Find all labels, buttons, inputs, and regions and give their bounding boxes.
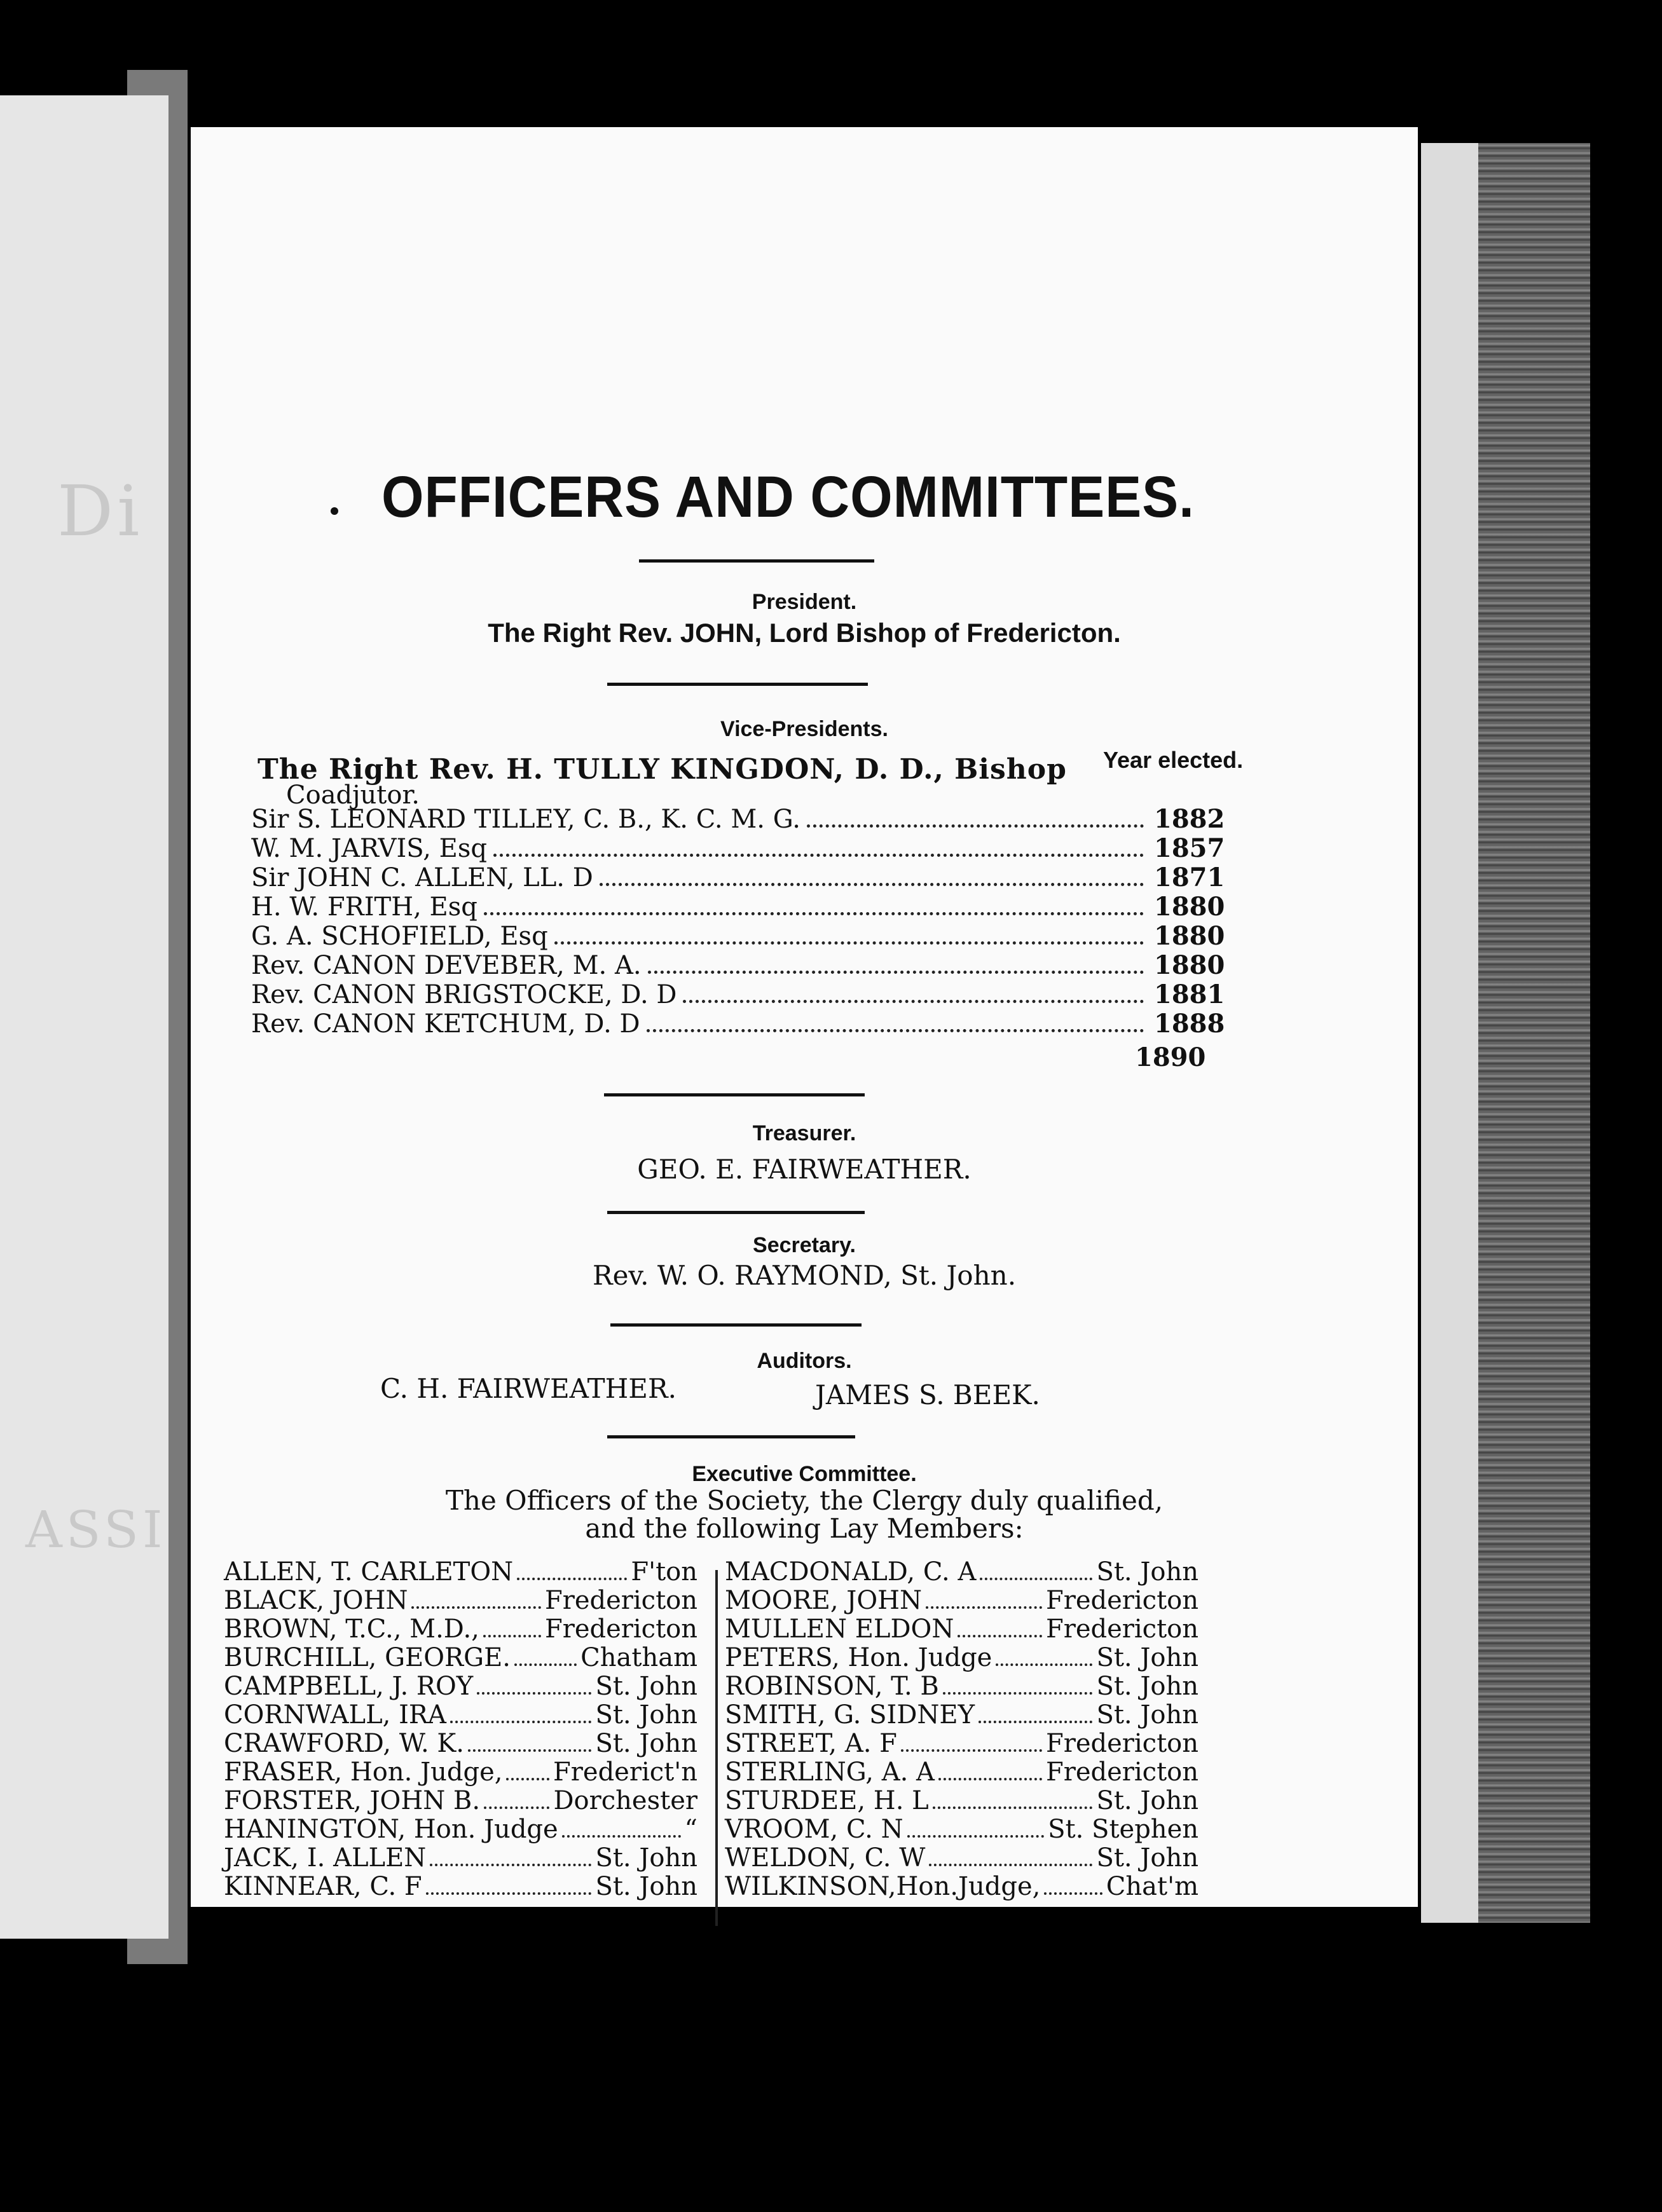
member-name: WELDON, C. W [725, 1843, 926, 1873]
member-name: MOORE, JOHN [725, 1586, 922, 1615]
leader-dots [468, 1749, 591, 1752]
member-row [725, 1872, 1198, 1900]
vice-president-first: The Right Rev. H. TULLY KINGDON, D. D., Bishop [258, 753, 1067, 786]
member-row [725, 1758, 1198, 1785]
leader-dots [483, 1635, 541, 1637]
vice-president-row [251, 1009, 1225, 1039]
member-place: St. John [1096, 1557, 1198, 1587]
leader-dots [426, 1892, 592, 1895]
vice-president-name: Rev. CANON KETCHUM, D. D [251, 1009, 640, 1039]
leader-dots [929, 1864, 1092, 1866]
member-name: FORSTER, JOHN B. [224, 1786, 481, 1815]
member-row [224, 1615, 697, 1642]
member-row [725, 1786, 1198, 1814]
vice-president-row [251, 892, 1225, 922]
member-place: St. John [1096, 1672, 1198, 1701]
member-place: Dorchester [553, 1786, 697, 1815]
member-row [725, 1557, 1198, 1585]
facing-page [0, 95, 168, 1939]
leader-dots [562, 1835, 681, 1838]
member-row [725, 1815, 1198, 1843]
member-row [224, 1557, 697, 1585]
member-place: St. John [595, 1672, 697, 1701]
leader-dots [996, 1663, 1092, 1666]
member-name: ROBINSON, T. B [725, 1672, 939, 1701]
member-name: MACDONALD, C. A [725, 1557, 977, 1587]
printer-mark [331, 507, 338, 515]
treasurer-heading: Treasurer. [752, 1121, 856, 1145]
leader-dots [450, 1721, 592, 1723]
member-place: Fredericton [1045, 1615, 1198, 1644]
divider-rule [607, 1211, 865, 1214]
leader-dots [484, 912, 1144, 915]
divider-rule [610, 1323, 862, 1327]
member-place: St. John [1096, 1643, 1198, 1672]
vice-president-row [251, 980, 1225, 1009]
member-name: CORNWALL, IRA [224, 1700, 446, 1730]
member-row [224, 1815, 697, 1843]
member-name: STERLING, A. A [725, 1758, 935, 1787]
leader-dots [958, 1635, 1042, 1637]
member-name: SMITH, G. SIDNEY [725, 1700, 975, 1730]
leader-dots [411, 1606, 540, 1609]
secretary-heading: Secretary. [753, 1233, 856, 1257]
member-name: BURCHILL, GEORGE. [224, 1643, 511, 1672]
bleed-through-text: ASSI [25, 1500, 167, 1559]
divider-rule [604, 1093, 865, 1096]
member-place: Fredericton [1045, 1586, 1198, 1615]
leader-dots [943, 1692, 1093, 1695]
member-row [725, 1700, 1198, 1728]
member-name: CAMPBELL, J. ROY [224, 1672, 474, 1701]
member-row [224, 1586, 697, 1614]
vice-president-name: W. M. JARVIS, Esq [251, 834, 487, 863]
leader-dots [430, 1864, 591, 1866]
vice-president-year-extra: 1890 [1135, 1042, 1206, 1072]
member-name: PETERS, Hon. Judge [725, 1643, 992, 1672]
leader-dots [980, 1578, 1092, 1580]
auditors-heading: Auditors. [757, 1349, 852, 1373]
secretary-name: Rev. W. O. RAYMOND, St. John. [592, 1260, 1017, 1291]
leader-dots [477, 1692, 591, 1695]
vice-president-row [251, 921, 1225, 951]
member-place: F'ton [631, 1557, 697, 1587]
member-place: St. John [1096, 1786, 1198, 1815]
member-place: St. Stephen [1048, 1815, 1198, 1844]
member-place: St. John [595, 1872, 697, 1901]
member-name: STURDEE, H. L [725, 1786, 929, 1815]
leader-dots [648, 971, 1144, 974]
vice-president-row [251, 950, 1225, 980]
vice-president-year: 1881 [1154, 980, 1225, 1009]
member-place: “ [684, 1815, 697, 1844]
leader-dots [907, 1835, 1045, 1838]
leader-dots [938, 1778, 1042, 1780]
auditor-name: JAMES S. BEEK. [815, 1379, 1040, 1410]
page-title: OFFICERS AND COMMITTEES. [381, 465, 1195, 529]
auditor-name: C. H. FAIRWEATHER. [380, 1373, 676, 1404]
vice-president-year: 1880 [1154, 950, 1225, 980]
member-row [224, 1643, 697, 1671]
member-place: St. John [595, 1843, 697, 1873]
member-name: HANINGTON, Hon. Judge [224, 1815, 558, 1844]
member-name: ALLEN, T. CARLETON [224, 1557, 514, 1587]
vice-president-row [251, 863, 1225, 892]
leader-dots [647, 1029, 1144, 1032]
member-row [224, 1672, 697, 1700]
member-row [725, 1615, 1198, 1642]
member-place: Chatham [580, 1643, 697, 1672]
vice-president-name: G. A. SCHOFIELD, Esq [251, 922, 548, 951]
leader-dots [807, 824, 1144, 828]
leader-dots [493, 854, 1144, 857]
member-name: MULLEN ELDON [725, 1615, 954, 1644]
executive-committee-intro: The Officers of the Society, the Clergy duly qualified, [445, 1485, 1164, 1516]
member-name: VROOM, C. N [725, 1815, 903, 1844]
member-row [725, 1586, 1198, 1614]
member-name: JACK, I. ALLEN [224, 1843, 427, 1873]
divider-rule [607, 683, 868, 686]
member-row [725, 1843, 1198, 1871]
vice-president-row [251, 833, 1225, 863]
divider-rule [639, 559, 874, 563]
member-place: Fredericton [1045, 1758, 1198, 1787]
leader-dots [979, 1721, 1092, 1723]
member-name: FRASER, Hon. Judge, [224, 1758, 503, 1787]
member-place: St. John [595, 1729, 697, 1758]
year-elected-label: Year elected. [1103, 747, 1244, 773]
vice-president-year: 1882 [1154, 804, 1225, 834]
member-place: Fredericton [544, 1615, 697, 1644]
member-row [224, 1843, 697, 1871]
leader-dots [933, 1806, 1093, 1809]
member-name: CRAWFORD, W. K. [224, 1729, 464, 1758]
page-edge [1421, 143, 1478, 1923]
member-name: BLACK, JOHN [224, 1586, 408, 1615]
leader-dots [554, 941, 1144, 945]
member-row [224, 1729, 697, 1757]
member-place: St. John [595, 1700, 697, 1730]
member-name: STREET, A. F [725, 1729, 897, 1758]
member-row [725, 1643, 1198, 1671]
member-place: St. John [1096, 1700, 1198, 1730]
leader-dots [517, 1578, 627, 1580]
leader-dots [683, 1000, 1144, 1003]
member-row [725, 1729, 1198, 1757]
leader-dots [926, 1606, 1042, 1609]
member-row [725, 1672, 1198, 1700]
member-place: St. John [1096, 1843, 1198, 1873]
bleed-through-text: Di [57, 470, 144, 552]
leader-dots [506, 1778, 549, 1780]
member-place: Chat'm [1106, 1872, 1198, 1901]
member-row [224, 1872, 697, 1900]
column-divider [715, 1570, 718, 1926]
vice-president-row [251, 804, 1225, 834]
member-name: BROWN, T.C., M.D., [224, 1615, 479, 1644]
member-row [224, 1700, 697, 1728]
member-row [224, 1786, 697, 1814]
vice-president-name: H. W. FRITH, Esq [251, 892, 477, 922]
leader-dots [484, 1806, 549, 1809]
member-place: Frederict'n [553, 1758, 697, 1787]
vice-president-year: 1880 [1154, 892, 1225, 922]
president-heading: President. [752, 590, 857, 614]
vice-president-name: Rev. CANON DEVEBER, M. A. [251, 951, 642, 980]
vice-president-name: Sir S. LEONARD TILLEY, C. B., K. C. M. G. [251, 805, 800, 834]
vice-presidents-heading: Vice-Presidents. [720, 717, 888, 741]
vice-president-year: 1857 [1154, 833, 1225, 863]
member-place: Fredericton [544, 1586, 697, 1615]
leader-dots [600, 883, 1144, 886]
vice-president-name: Sir JOHN C. ALLEN, LL. D [251, 863, 593, 892]
vice-president-year: 1880 [1154, 921, 1225, 951]
treasurer-name: GEO. E. FAIRWEATHER. [637, 1154, 972, 1185]
divider-rule [607, 1435, 855, 1438]
member-place: Fredericton [1045, 1729, 1198, 1758]
member-row [224, 1758, 697, 1785]
executive-committee-heading: Executive Committee. [692, 1462, 917, 1486]
member-name: KINNEAR, C. F [224, 1872, 422, 1901]
leader-dots [514, 1663, 577, 1666]
leader-dots [1044, 1892, 1102, 1895]
president-name: The Right Rev. JOHN, Lord Bishop of Fredericton. [488, 618, 1121, 648]
book-block-edge [1478, 143, 1590, 1923]
executive-committee-intro: and the following Lay Members: [585, 1513, 1024, 1544]
leader-dots [901, 1749, 1042, 1752]
vice-president-year: 1871 [1154, 863, 1225, 892]
vice-president-year: 1888 [1154, 1009, 1225, 1039]
vice-president-first-cont: Coadjutor. [286, 781, 420, 810]
vice-president-name: Rev. CANON BRIGSTOCKE, D. D [251, 980, 677, 1009]
member-name: WILKINSON,Hon.Judge, [725, 1872, 1041, 1901]
